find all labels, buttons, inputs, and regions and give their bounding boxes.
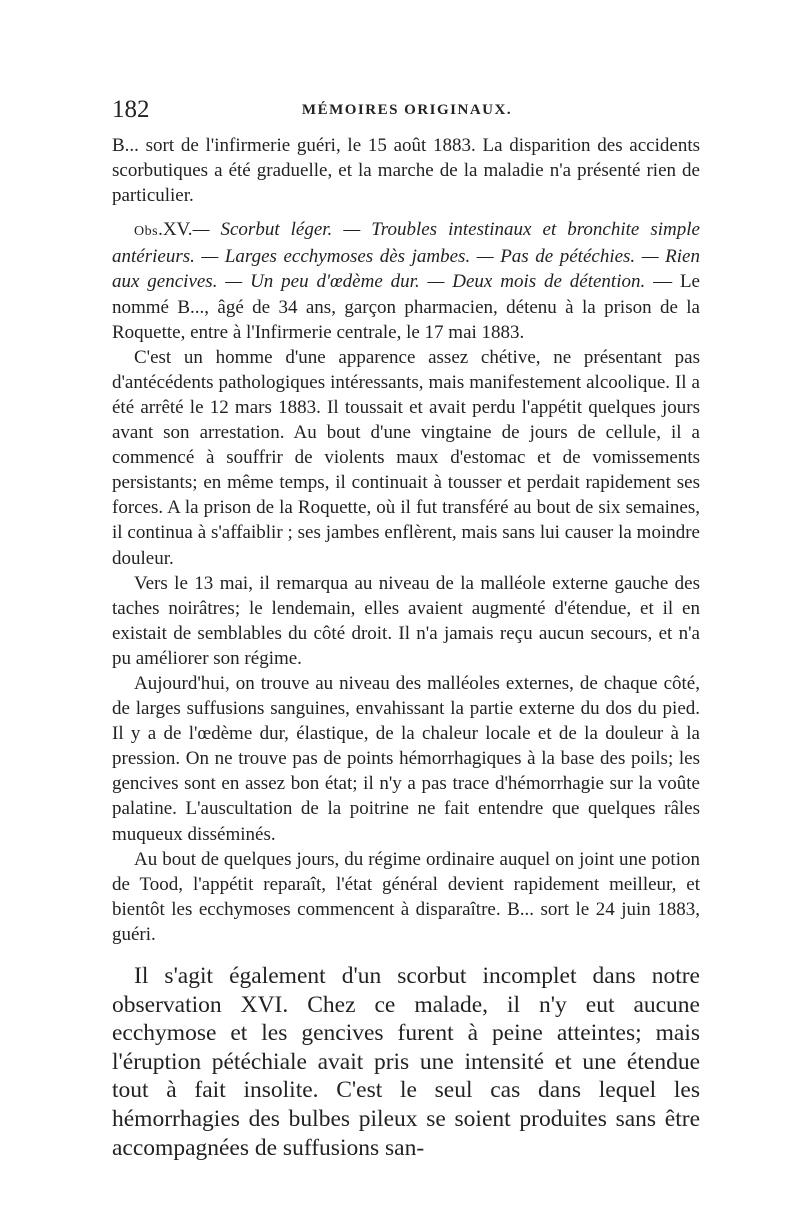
observation-number: .XV. [158, 219, 193, 241]
paragraph-history: C'est un homme d'une apparence assez chétive, ne présentant pas d'antécédents pathologiques intéressants, mais manifestement alcoolique. Il a été arrêté le 12 mars 1883. Il toussait et avait perdu l'appétit quelques jours avant son arrestation. Au bout d'une vingtaine de jours de cellule, il a commencé à souffrir de violents maux d'estomac et de vomissements persistants; en même temps, il continuait à tousser et perdait rapidement ses forces. A la prison de la Roquette, où il fut transféré au bout de six semaines, il continua à s'affaiblir ; ses jambes enflèrent, mais sans lui causer la moindre douleur. [112, 346, 700, 569]
paragraph-discussion: Il s'agit également d'un scorbut incomplet dans notre observation XVI. Chez ce malade, il n'y eut aucune ecchymose et les gencives furent à peine atteintes; mais l'éruption pétéchiale avait pris une intensité et une étendue tout à fait insolite. C'est le seul cas dans lequel les hémorrhagies des bulbes pileux se soient produites sans être accompagnées de suffusions san- [112, 963, 700, 1161]
observation-text-block [112, 133, 700, 947]
running-title: MÉMOIRES ORIGINAUX. [301, 102, 513, 118]
page-number: 182 [112, 96, 150, 123]
observation-xv-heading [112, 217, 700, 344]
observation-summary: — Scorbut léger. — Troubles intestinaux et bronchite simple antérieurs. — Larges ecchymoses dès jambes. — Pas de pétéchies. — Rien aux gencives. — Un peu d'œdème dur. — Deux mois de détention. [112, 219, 700, 293]
paragraph-outcome: Au bout de quelques jours, du régime ordinaire auquel on joint une potion de Tood, l'appétit reparaît, l'état général devient rapidement meilleur, et bientôt les ecchymoses commencent à disparaître. B... sort le 24 juin 1883, guéri. [112, 848, 700, 945]
paragraph-onset: Vers le 13 mai, il remarqua au niveau de la malléole externe gauche des taches noirâtres; le lendemain, elles avaient augmenté d'étendue, et il en existait de semblables du côté droit. Il n'a jamais reçu aucun secours, et n'a pu améliorer son régime. [112, 572, 700, 669]
paragraph-examination: Aujourd'hui, on trouve au niveau des malléoles externes, de chaque côté, de larges suffusions sanguines, envahissant la partie externe du dos du pied. Il y a de l'œdème dur, élastique, de la chaleur locale et de la douleur à la pression. On ne trouve pas de points hémorrhagiques à la base des poils; les gencives sont en assez bon état; il n'y a pas trace d'hémorrhagie sur la voûte palatine. L'auscultation de la poitrine ne fait entendre que quelques râles muqueux disséminés. [112, 672, 700, 845]
page-header [112, 96, 702, 126]
discussion-text-block [112, 962, 700, 1162]
paragraph-discharge: B... sort de l'infirmerie guéri, le 15 août 1883. La disparition des accidents scorbutiques a été graduelle, et la marche de la maladie n'a présenté rien de particulier. [112, 135, 700, 207]
observation-intro: — Le nommé B..., âgé de 34 ans, garçon pharmacien, détenu à la prison de la Roquette, entre à l'Infirmerie centrale, le 17 mai 1883. [112, 271, 700, 343]
observation-label: Obs [134, 224, 159, 240]
